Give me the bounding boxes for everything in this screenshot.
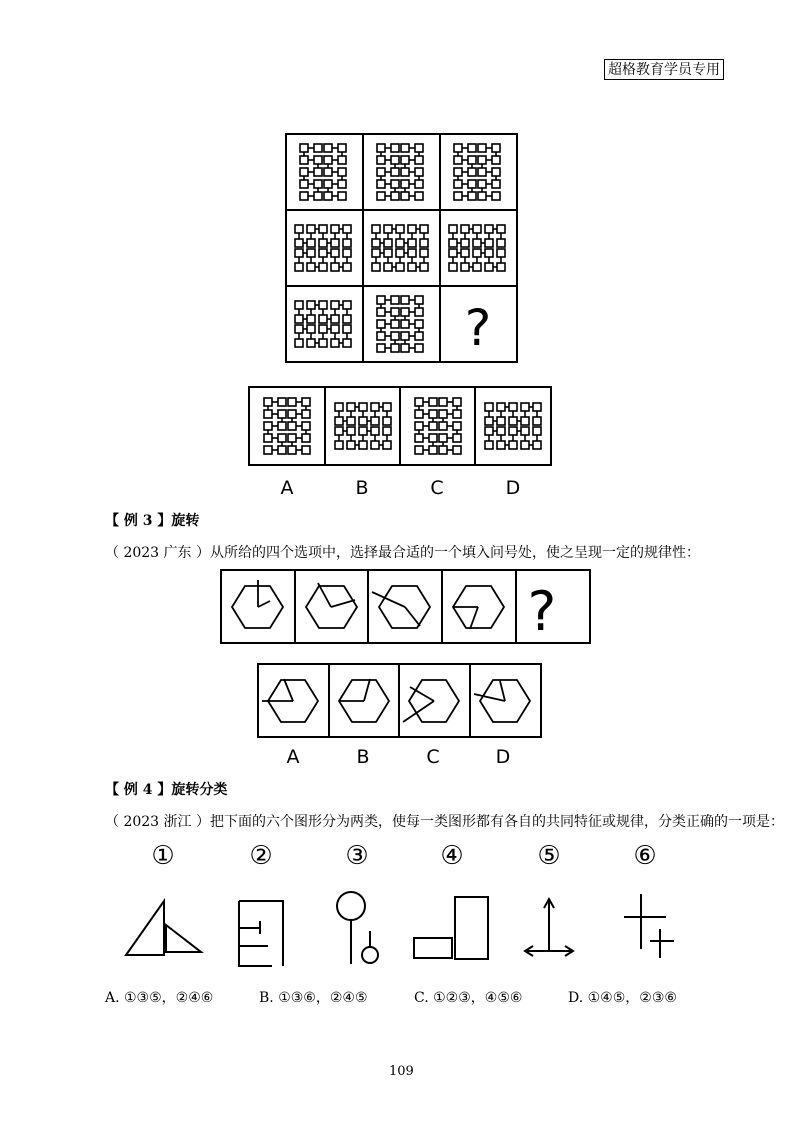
- choice-a: A. ①③⑤，②④⑥: [105, 990, 214, 1006]
- puzzle1-option-d: D: [505, 477, 521, 499]
- page-number: 109: [389, 1064, 414, 1079]
- choice-d: D. ①④⑤，②③⑥: [568, 990, 677, 1006]
- choice-b: B. ①③⑥，②④⑤: [259, 990, 368, 1006]
- figure-number-5: ⑤: [537, 841, 561, 871]
- figure-number-6: ⑥: [633, 841, 657, 871]
- figure-number-2: ②: [249, 841, 273, 871]
- example3-question: （ 2023 广东 ）从所给的四个选项中，选择最合适的一个填入问号处，使之呈现一定的规律性：: [105, 545, 700, 561]
- figure-number-1: ①: [151, 841, 175, 871]
- example3-option-d: D: [495, 746, 511, 768]
- example4-question: （ 2023 浙江 ）把下面的六个图形分为两类，使每一类图形都有各自的共同特征或规律，分类正确的一项是：: [105, 814, 784, 830]
- puzzle1-option-c: C: [430, 477, 444, 499]
- example4-tag: 【 例 4 】旋转分类: [105, 782, 228, 798]
- header-badge: 超格教育学员专用: [604, 59, 724, 80]
- example3-option-b: B: [356, 746, 370, 768]
- puzzle1-option-a: A: [280, 477, 294, 499]
- figure-number-4: ④: [440, 841, 464, 871]
- example3-question-mark: ?: [527, 580, 557, 643]
- puzzle1-option-b: B: [355, 477, 369, 499]
- example3-option-a: A: [286, 746, 300, 768]
- puzzle1-question-mark: ?: [464, 299, 492, 357]
- choice-c: C. ①②③，④⑤⑥: [414, 990, 523, 1006]
- example3-tag: 【 例 3 】旋转: [105, 513, 200, 529]
- example3-option-c: C: [426, 746, 440, 768]
- figure-number-3: ③: [345, 841, 369, 871]
